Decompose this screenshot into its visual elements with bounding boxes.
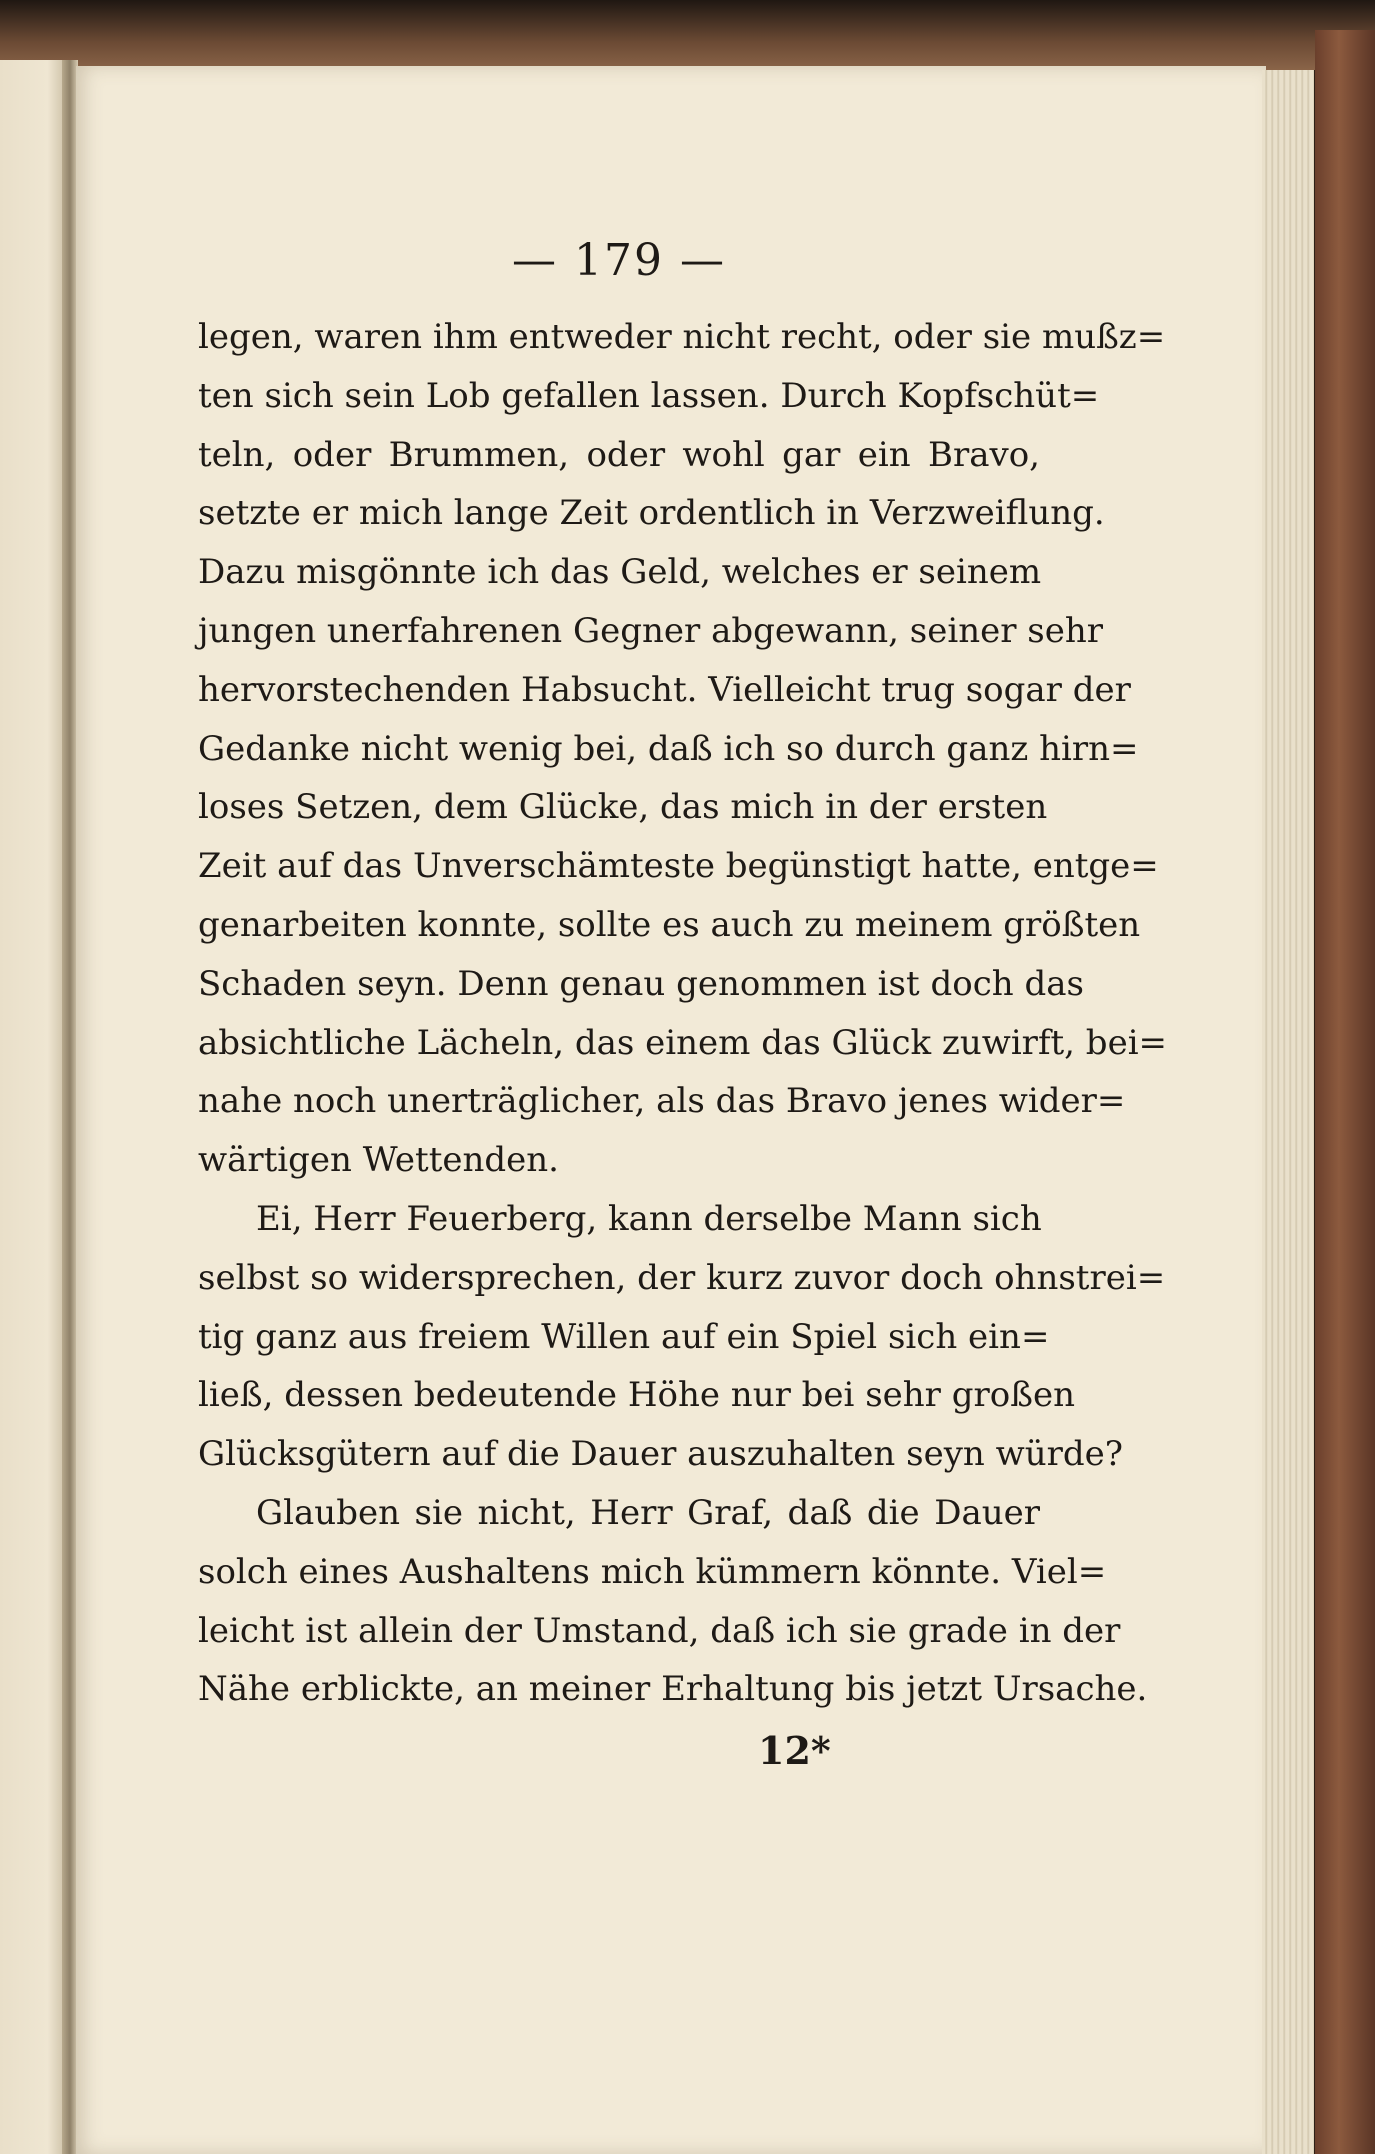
cover-board-top: [0, 0, 1375, 70]
text-line: Zeit auf das Unverschämteste begünstigt hatte, entge=: [198, 846, 1159, 887]
text-line: tig ganz aus freiem Willen auf ein Spiel sich ein=: [198, 1316, 1050, 1357]
text-line: absichtliche Lächeln, das einem das Glück zuwirft, bei=: [198, 1022, 1168, 1063]
page-text: [198, 220, 1168, 1783]
text-line: Gedanke nicht wenig bei, daß ich so durch ganz hirn=: [198, 728, 1139, 769]
text-line: leicht ist allein der Umstand, daß ich sie grade in der: [198, 1610, 1121, 1651]
text-line: ten sich sein Lob gefallen lassen. Durch Kopfschüt=: [198, 375, 1100, 416]
text-line: wärtigen Wettenden.: [198, 1140, 559, 1181]
text-line: selbst so widersprechen, der kurz zuvor doch ohnstrei=: [198, 1257, 1166, 1298]
text-line: Nähe erblickte, an meiner Erhaltung bis jetzt Ursache.: [198, 1669, 1148, 1710]
text-line: legen, waren ihm entweder nicht recht, oder sie mußz=: [198, 317, 1166, 357]
signature-mark: 12*: [758, 1728, 831, 1774]
text-line: teln, oder Brummen, oder wohl gar ein Bravo,: [198, 434, 1040, 475]
text-line: Ei, Herr Feuerberg, kann derselbe Mann sich: [256, 1198, 1042, 1239]
page-number-header: — 179 —: [512, 234, 726, 286]
text-line: Dazu misgönnte ich das Geld, welches er seinem: [198, 552, 1042, 593]
text-line: solch eines Aushaltens mich kümmern könnte. Viel=: [198, 1551, 1107, 1592]
text-line: Schaden seyn. Denn genau genommen ist doch das: [198, 963, 1084, 1004]
text-line: genarbeiten konnte, sollte es auch zu meinem größten: [198, 904, 1141, 945]
text-line: hervorstechenden Habsucht. Vielleicht trug sogar der: [198, 669, 1131, 710]
cover-board-right: [1315, 30, 1375, 2154]
text-line: ließ, dessen bedeutende Höhe nur bei sehr großen: [198, 1375, 1075, 1416]
text-line: loses Setzen, dem Glücke, das mich in der ersten: [198, 787, 1048, 828]
left-page-edge: [0, 60, 68, 2154]
text-line: setzte er mich lange Zeit ordentlich in Verzweiflung.: [198, 493, 1105, 534]
page-edges: [1262, 70, 1314, 2154]
text-line: nahe noch unerträglicher, als das Bravo jenes wider=: [198, 1081, 1126, 1122]
text-line: Glücksgütern auf die Dauer auszuhalten seyn würde?: [198, 1434, 1123, 1475]
text-line: Glauben sie nicht, Herr Graf, daß die Dauer: [256, 1492, 1040, 1533]
text-line: jungen unerfahrenen Gegner abgewann, seiner sehr: [198, 610, 1104, 651]
